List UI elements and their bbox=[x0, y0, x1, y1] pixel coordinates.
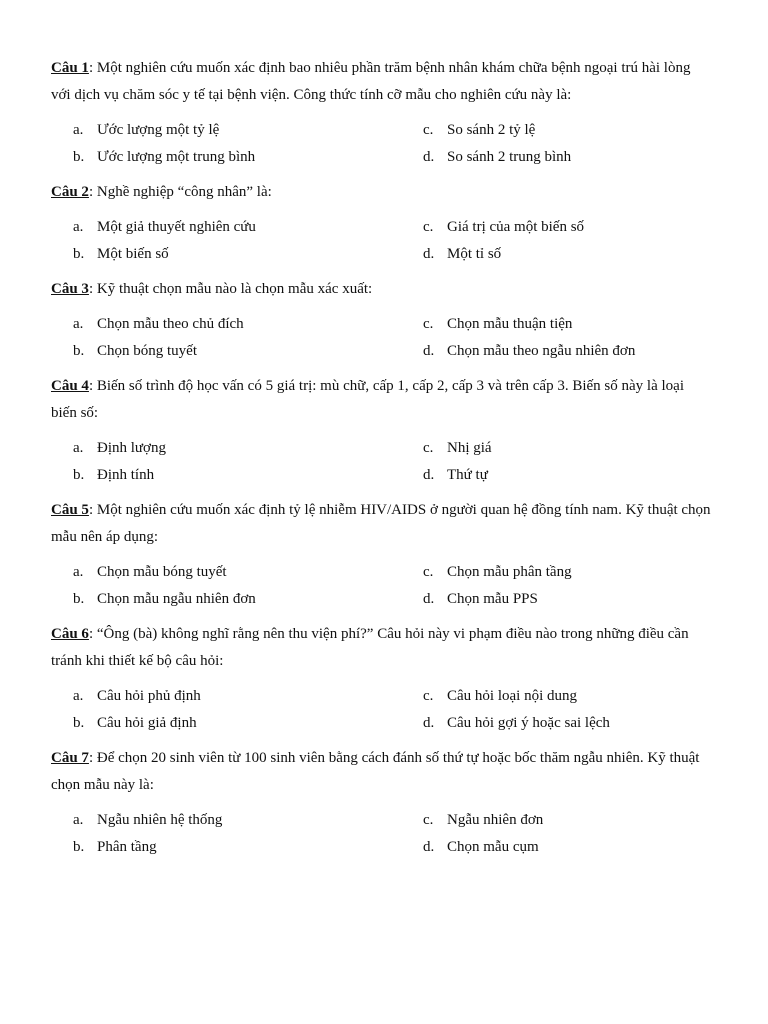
option-text: Chọn bóng tuyết bbox=[97, 343, 197, 359]
option-letter: a. bbox=[73, 440, 84, 456]
option-letter: d. bbox=[423, 246, 435, 262]
option-b bbox=[51, 586, 401, 613]
option-c bbox=[401, 559, 711, 586]
answer-options bbox=[51, 214, 711, 268]
option-text: Ngẫu nhiên hệ thống bbox=[97, 812, 223, 828]
option-letter: a. bbox=[73, 688, 84, 704]
option-d bbox=[401, 144, 711, 171]
option-text: Chọn mẫu theo chủ đích bbox=[97, 316, 244, 332]
option-c bbox=[401, 683, 711, 710]
answer-options bbox=[51, 683, 711, 737]
option-letter: a. bbox=[73, 812, 84, 828]
answer-options bbox=[51, 807, 711, 861]
question-label: Câu 6 bbox=[51, 626, 89, 642]
option-text: Ước lượng một tỷ lệ bbox=[97, 122, 220, 138]
option-letter: b. bbox=[73, 715, 85, 731]
question-label: Câu 4 bbox=[51, 378, 89, 394]
question-text bbox=[51, 179, 711, 206]
question-label: Câu 1 bbox=[51, 60, 89, 76]
option-text: Chọn mẫu cụm bbox=[447, 839, 539, 855]
option-text: Câu hỏi phủ định bbox=[97, 688, 201, 704]
question-5 bbox=[51, 497, 711, 613]
option-c bbox=[401, 435, 711, 462]
question-body: : Nghề nghiệp “công nhân” là: bbox=[88, 184, 272, 200]
option-text: Chọn mẫu phân tầng bbox=[447, 564, 572, 580]
question-label: Câu 3 bbox=[51, 281, 89, 297]
option-text: Chọn mẫu thuận tiện bbox=[447, 316, 573, 332]
option-letter: a. bbox=[73, 219, 84, 235]
option-b bbox=[51, 462, 401, 489]
option-letter: a. bbox=[73, 122, 84, 138]
question-3 bbox=[51, 276, 711, 365]
option-letter: d. bbox=[423, 591, 435, 607]
question-text bbox=[51, 373, 711, 427]
option-a bbox=[51, 807, 401, 834]
option-letter: c. bbox=[423, 688, 434, 704]
option-letter: c. bbox=[423, 564, 434, 580]
option-b bbox=[51, 834, 401, 861]
option-letter: c. bbox=[423, 219, 434, 235]
answer-options bbox=[51, 559, 711, 613]
option-d bbox=[401, 834, 711, 861]
question-4 bbox=[51, 373, 711, 489]
option-text: So sánh 2 trung bình bbox=[447, 149, 572, 165]
option-d bbox=[401, 338, 711, 365]
option-d bbox=[401, 241, 711, 268]
option-letter: d. bbox=[423, 839, 435, 855]
option-letter: c. bbox=[423, 122, 434, 138]
question-label: Câu 5 bbox=[51, 502, 89, 518]
answer-options bbox=[51, 311, 711, 365]
option-letter: d. bbox=[423, 715, 435, 731]
option-text: Thứ tự bbox=[447, 467, 488, 483]
option-letter: c. bbox=[423, 440, 434, 456]
option-text: Một tỉ số bbox=[447, 246, 502, 262]
option-a bbox=[51, 683, 401, 710]
option-text: Câu hỏi loại nội dung bbox=[447, 688, 577, 704]
option-letter: d. bbox=[423, 343, 435, 359]
question-text bbox=[51, 276, 711, 303]
question-body: : Biến số trình độ học vấn có 5 giá trị: mù chữ, cấp 1, cấp 2, cấp 3 và trên cấp 3. Biến số này là loại biến số: bbox=[51, 378, 684, 421]
option-letter: b. bbox=[73, 467, 85, 483]
answer-options bbox=[51, 435, 711, 489]
option-b bbox=[51, 241, 401, 268]
question-body: : Một nghiên cứu muốn xác định tỷ lệ nhiễm HIV/AIDS ở người quan hệ đồng tính nam. Kỹ thuật chọn mẫu nên áp dụng: bbox=[51, 502, 711, 545]
option-d bbox=[401, 710, 711, 737]
option-letter: b. bbox=[73, 839, 85, 855]
option-b bbox=[51, 144, 401, 171]
option-text: Chọn mẫu PPS bbox=[447, 591, 538, 607]
option-text: Câu hỏi gợi ý hoặc sai lệch bbox=[447, 715, 610, 731]
option-text: Chọn mẫu bóng tuyết bbox=[97, 564, 227, 580]
question-body: : “Ông (bà) không nghĩ rằng nên thu viện phí?” Câu hỏi này vi phạm điều nào trong những điều cần tránh khi thiết kế bộ câu hỏi: bbox=[51, 626, 689, 669]
option-letter: c. bbox=[423, 812, 434, 828]
option-letter: d. bbox=[423, 467, 435, 483]
option-letter: b. bbox=[73, 591, 85, 607]
option-text: Chọn mẫu theo ngẫu nhiên đơn bbox=[447, 343, 636, 359]
question-body: : Kỹ thuật chọn mẫu nào là chọn mẫu xác xuất: bbox=[88, 281, 373, 297]
question-6 bbox=[51, 621, 711, 737]
question-2 bbox=[51, 179, 711, 268]
option-letter: d. bbox=[423, 149, 435, 165]
option-text: Nhị giá bbox=[447, 440, 492, 456]
option-a bbox=[51, 214, 401, 241]
option-d bbox=[401, 586, 711, 613]
option-c bbox=[401, 311, 711, 338]
option-text: Phân tầng bbox=[97, 839, 157, 855]
question-text bbox=[51, 55, 711, 109]
option-letter: a. bbox=[73, 316, 84, 332]
option-letter: b. bbox=[73, 246, 85, 262]
option-letter: b. bbox=[73, 343, 85, 359]
question-text bbox=[51, 497, 711, 551]
option-text: Giá trị của một biến số bbox=[447, 219, 585, 235]
option-text: Một giả thuyết nghiên cứu bbox=[97, 219, 256, 235]
option-text: So sánh 2 tỷ lệ bbox=[447, 122, 536, 138]
option-a bbox=[51, 311, 401, 338]
option-b bbox=[51, 710, 401, 737]
question-body: : Một nghiên cứu muốn xác định bao nhiêu phần trăm bệnh nhân khám chữa bệnh ngoại trú hài lòng với dịch vụ chăm sóc y tế tại bệnh viện. Công thức tính cỡ mẫu cho nghiên cứu này là: bbox=[51, 60, 691, 103]
option-d bbox=[401, 462, 711, 489]
option-text: Một biến số bbox=[97, 246, 169, 262]
option-text: Ngẫu nhiên đơn bbox=[447, 812, 544, 828]
question-1 bbox=[51, 55, 711, 171]
question-text bbox=[51, 745, 711, 799]
question-7 bbox=[51, 745, 711, 861]
option-c bbox=[401, 807, 711, 834]
option-c bbox=[401, 117, 711, 144]
question-label: Câu 2 bbox=[51, 184, 89, 200]
question-label: Câu 7 bbox=[51, 750, 89, 766]
option-text: Ước lượng một trung bình bbox=[97, 149, 256, 165]
option-text: Câu hỏi giả định bbox=[97, 715, 197, 731]
option-text: Định tính bbox=[97, 467, 155, 483]
option-a bbox=[51, 559, 401, 586]
option-letter: a. bbox=[73, 564, 84, 580]
option-a bbox=[51, 117, 401, 144]
document-page bbox=[51, 55, 711, 869]
option-a bbox=[51, 435, 401, 462]
option-text: Chọn mẫu ngẫu nhiên đơn bbox=[97, 591, 256, 607]
option-b bbox=[51, 338, 401, 365]
option-c bbox=[401, 214, 711, 241]
option-text: Định lượng bbox=[97, 440, 166, 456]
question-text bbox=[51, 621, 711, 675]
option-letter: b. bbox=[73, 149, 85, 165]
option-letter: c. bbox=[423, 316, 434, 332]
answer-options bbox=[51, 117, 711, 171]
question-body: : Để chọn 20 sinh viên từ 100 sinh viên bằng cách đánh số thứ tự hoặc bốc thăm ngẫu nhiên. Kỹ thuật chọn mẫu này là: bbox=[51, 750, 700, 793]
